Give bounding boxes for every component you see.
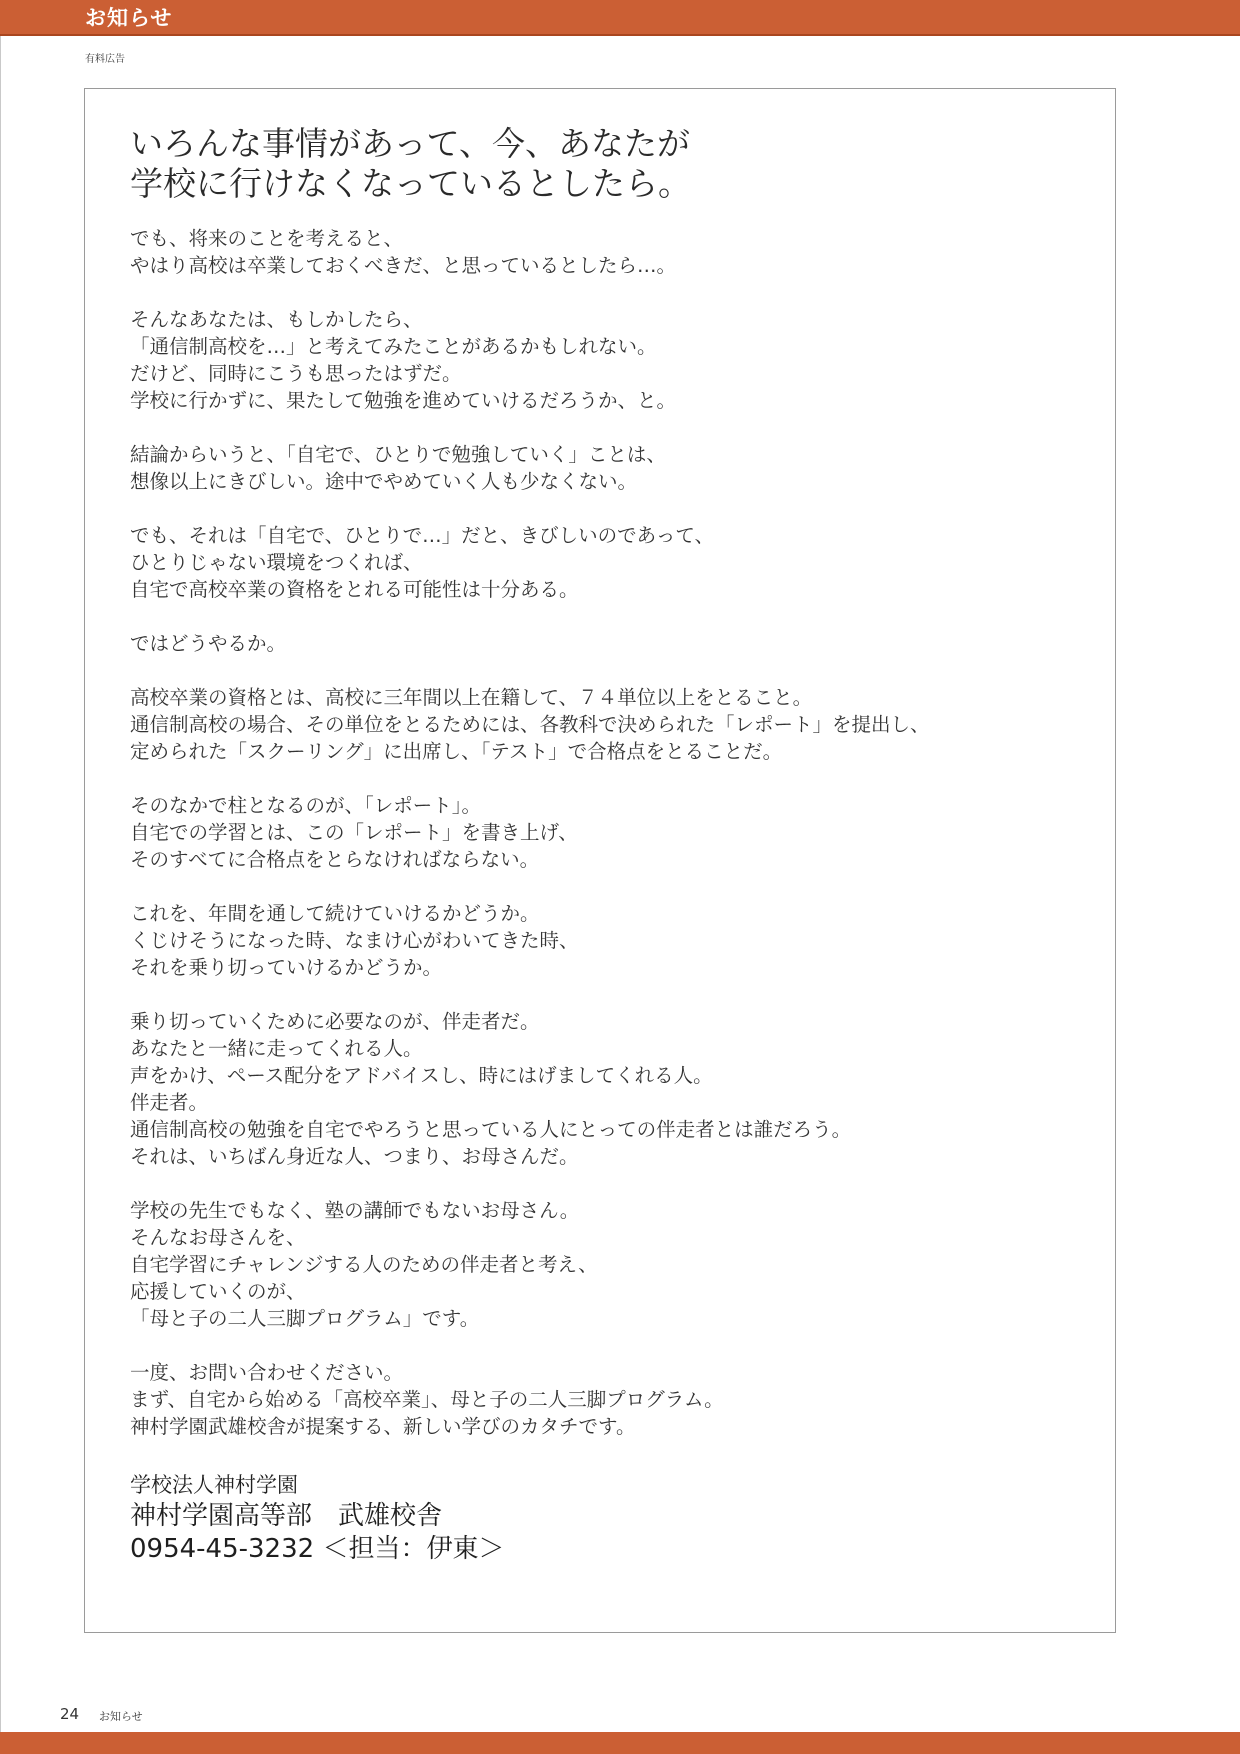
- body-line: 「通信制高校を…」と考えてみたことがあるかもしれない。: [130, 335, 657, 358]
- body-line: そのなかで柱となるのが、「レポート」。: [130, 794, 482, 817]
- body-line: 神村学園武雄校舎が提案する、新しい学びのカタチです。: [130, 1415, 636, 1438]
- body-line: それを乗り切っていけるかどうか。: [130, 956, 443, 979]
- body-paragraph: [130, 1197, 1090, 1332]
- body-line: 通信制高校の場合、その単位をとるためには、各教科で決められた「レポート」を提出し、: [130, 713, 930, 736]
- body-line: くじけそうになった時、なまけ心がわいてきた時、: [130, 929, 579, 952]
- footer-section-label: お知らせ: [99, 1710, 143, 1723]
- body-line: そんなあなたは、もしかしたら、: [130, 308, 423, 331]
- body-paragraph: [130, 522, 1090, 603]
- body-line: やはり高校は卒業しておくべきだ、と思っているとしたら…。: [130, 254, 677, 277]
- body-line: でも、将来のことを考えると、: [130, 227, 404, 250]
- body-paragraph: [130, 684, 1090, 765]
- body-line: だけど、同時にこうも思ったはずだ。: [130, 362, 462, 385]
- body-line: 自宅での学習とは、この「レポート」を書き上げ、: [130, 821, 578, 844]
- organization-name: 学校法人神村学園: [130, 1473, 298, 1497]
- body-line: これを、年間を通して続けていけるかどうか。: [130, 902, 540, 925]
- ad-headline: [130, 124, 691, 204]
- body-line: まず、自宅から始める「高校卒業」、母と子の二人三脚プログラム。: [130, 1388, 724, 1411]
- body-line: 「母と子の二人三脚プログラム」です。: [130, 1307, 480, 1330]
- body-paragraph: [130, 630, 1090, 657]
- body-line: あなたと一緒に走ってくれる人。: [130, 1037, 423, 1060]
- body-line: 自宅で高校卒業の資格をとれる可能性は十分ある。: [130, 578, 579, 601]
- school-name: 神村学園高等部 武雄校舎: [130, 1501, 443, 1531]
- body-line: 声をかけ、ペース配分をアドバイスし、時にはげましてくれる人。: [130, 1064, 713, 1087]
- body-line: 応援していくのが、: [130, 1280, 306, 1303]
- body-paragraph: [130, 1008, 1090, 1170]
- ad-body: [130, 225, 1090, 1467]
- body-line: でも、それは「自宅で、ひとりで…」だと、きびしいのであって、: [130, 524, 715, 547]
- body-line: 結論からいうと、「自宅で、ひとりで勉強していく」ことは、: [130, 443, 666, 466]
- body-line: ではどうやるか。: [130, 632, 287, 655]
- body-line: 学校に行かずに、果たして勉強を進めていけるだろうか、と。: [130, 389, 677, 412]
- headline-line: いろんな事情があって、今、あなたが: [130, 124, 691, 163]
- body-line: 伴走者。: [130, 1091, 209, 1114]
- body-line: 乗り切っていくために必要なのが、伴走者だ。: [130, 1010, 540, 1033]
- body-line: 定められた「スクーリング」に出席し、「テスト」で合格点をとることだ。: [130, 740, 783, 763]
- body-line: 想像以上にきびしい。途中でやめていく人も少なくない。: [130, 470, 638, 493]
- footer-bar: [0, 1732, 1240, 1754]
- headline-line: 学校に行けなくなっているとしたら。: [130, 164, 691, 203]
- body-line: ひとりじゃない環境をつくれば、: [130, 551, 423, 574]
- body-line: 一度、お問い合わせください。: [130, 1361, 404, 1384]
- page-number: 24: [60, 1705, 80, 1723]
- body-paragraph: [130, 1359, 1090, 1440]
- page-edge-rule: [0, 36, 1, 1732]
- body-line: それは、いちばん身近な人、つまり、お母さんだ。: [130, 1145, 579, 1168]
- body-line: 高校卒業の資格とは、高校に三年間以上在籍して、７４単位以上をとること。: [130, 686, 813, 709]
- header-bar: [0, 0, 1240, 36]
- contact-phone: 0954-45-3232 ＜担当：伊東＞: [130, 1534, 505, 1564]
- body-line: 学校の先生でもなく、塾の講師でもないお母さん。: [130, 1199, 580, 1222]
- body-line: 通信制高校の勉強を自宅でやろうと思っている人にとっての伴走者とは誰だろう。: [130, 1118, 852, 1141]
- body-line: そんなお母さんを、: [130, 1226, 306, 1249]
- body-paragraph: [130, 900, 1090, 981]
- section-title: お知らせ: [85, 6, 173, 30]
- paid-ad-label: 有料広告: [85, 54, 125, 65]
- body-line: そのすべてに合格点をとらなければならない。: [130, 848, 540, 871]
- body-paragraph: [130, 225, 1090, 279]
- body-paragraph: [130, 441, 1090, 495]
- body-paragraph: [130, 792, 1090, 873]
- body-paragraph: [130, 306, 1090, 414]
- body-line: 自宅学習にチャレンジする人のための伴走者と考え、: [130, 1253, 598, 1276]
